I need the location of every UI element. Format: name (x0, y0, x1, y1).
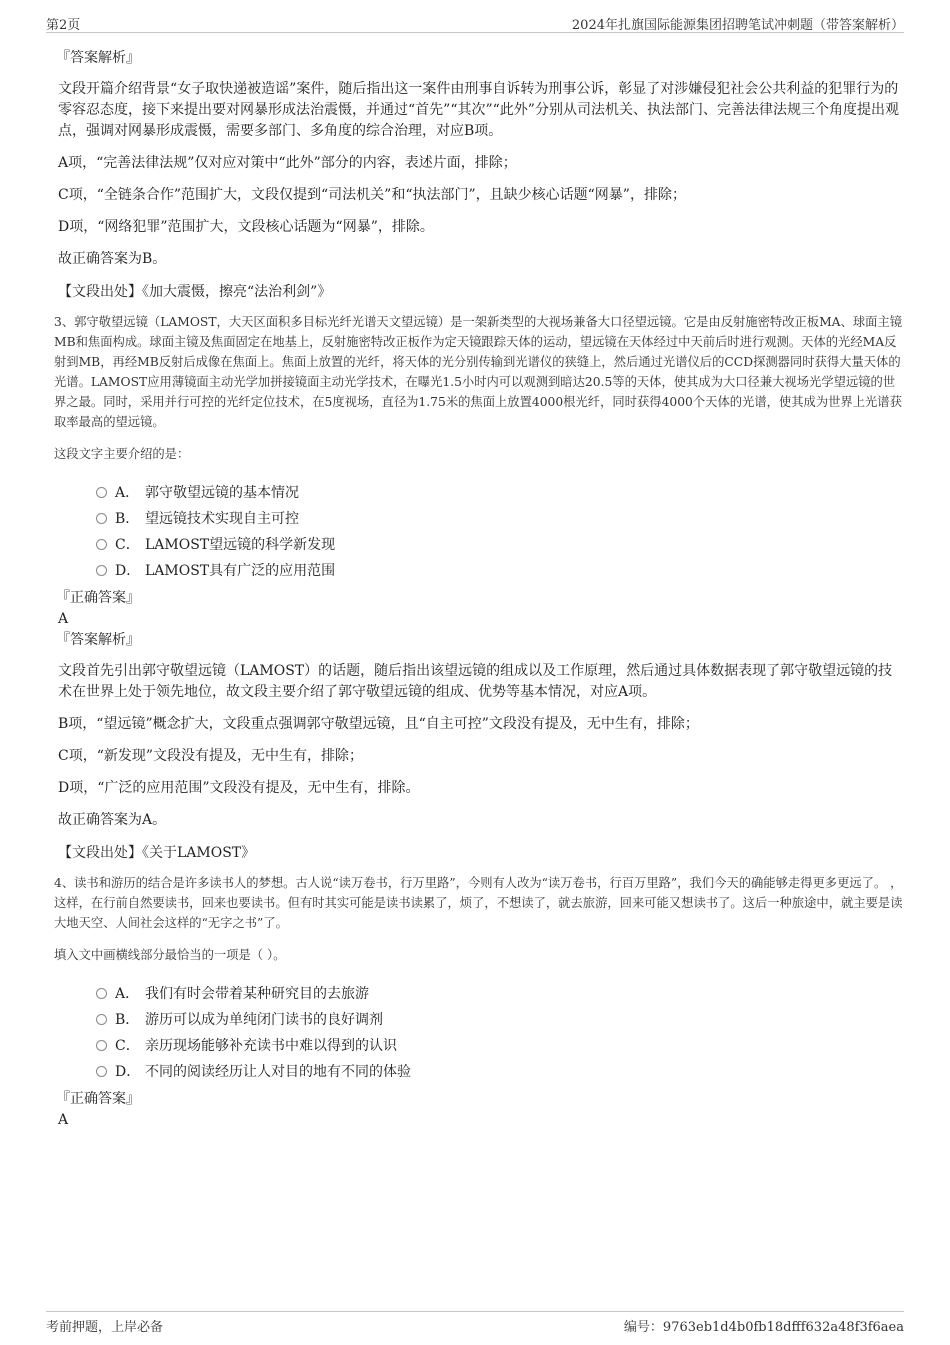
footer-serial: 编号：9763eb1d4b0fb18dfff632a48f3f6aea (623, 1320, 904, 1335)
radio-icon[interactable] (96, 1040, 107, 1051)
page-number: 第2页 (46, 18, 81, 33)
q4-option-a[interactable]: A． 我们有时会带着某种研究目的去旅游 (96, 981, 904, 1007)
radio-icon[interactable] (96, 1014, 107, 1025)
q3-analysis-p1: 文段首先引出郭守敬望远镜（LAMOST）的话题，随后指出该望远镜的组成以及工作原理，然后通过具体数据表现了郭守敬望远镜的技术在世界上处于领先地位，故文段主要介绍了郭守敬望远镜的组成、优势等基本情况，对应A项。 (58, 663, 893, 700)
q4-answer-label: 『正确答案』 (56, 1091, 140, 1107)
q2-analysis-p5: 故正确答案为B。 (58, 251, 167, 267)
q3-option-d[interactable]: D． LAMOST具有广泛的应用范围 (96, 558, 904, 584)
radio-icon[interactable] (96, 513, 107, 524)
q3-answer-label: 『正确答案』 (56, 590, 140, 606)
q3-option-a[interactable]: A． 郭守敬望远镜的基本情况 (96, 480, 904, 506)
document-body (46, 48, 904, 1131)
q3-options (46, 480, 904, 584)
document-title: 2024年扎旗国际能源集团招聘笔试冲刺题（带答案解析） (571, 18, 904, 33)
q4-option-b[interactable]: B． 游历可以成为单纯闭门读书的良好调剂 (96, 1007, 904, 1033)
q2-analysis-label: 『答案解析』 (56, 50, 140, 66)
q2-analysis-p1: 文段开篇介绍背景“女子取快递被造谣”案件，随后指出这一案件由刑事自诉转为刑事公诉，彰显了对涉嫌侵犯社会公共利益的犯罪行为的零容忍态度，接下来提出要对网暴形成法治震慑，并通过“首先”“其次”“此外”分别从司法机关、执法部门、完善法律法规三个角度提出观点，强调对网暴形成震慑，需要多部门、多角度的综合治理，对应B项。 (58, 81, 899, 139)
radio-icon[interactable] (96, 988, 107, 999)
q4-option-c[interactable]: C． 亲历现场能够补充读书中难以得到的认识 (96, 1033, 904, 1059)
q2-analysis-p2: A项，“完善法律法规”仅对应对策中“此外”部分的内容，表述片面，排除； (58, 155, 517, 171)
q3-question: 这段文字主要介绍的是： (54, 447, 190, 461)
q3-analysis-p3: C项，“新发现”文段没有提及，无中生有，排除； (58, 748, 364, 764)
q3-analysis-p2: B项，“望远镜”概念扩大，文段重点强调郭守敬望远镜，且“自主可控”文段没有提及，无中生有，排除； (58, 716, 699, 732)
q3-analysis-label: 『答案解析』 (56, 632, 140, 648)
q4-answer: A (58, 1112, 69, 1128)
q3-analysis-p5: 故正确答案为A。 (58, 812, 167, 828)
footer-slogan: 考前押题，上岸必备 (46, 1320, 164, 1335)
q4-stem: 4、读书和游历的结合是许多读书人的梦想。古人说“读万卷书，行万里路”，今则有人改为“读万卷书，行百万里路”，我们今天的确能够走得更多更远了。 ，这样，在行前自然要读书，回来也要读书。但有时其实可能是读书读累了，烦了，不想读了，就去旅游，回来可能又想读书了。这后一种旅途中，就主要是读大地天空、人间社会这样的“无字之书”了。 (54, 876, 903, 930)
q3-stem: 3、郭守敬望远镜（LAMOST，大天区面积多目标光纤光谱天文望远镜）是一架新类型的大视场兼备大口径望远镜。它是由反射施密特改正板MA、球面主镜MB和焦面构成。球面主镜及焦面固定在地基上，反射施密特改正板作为定天镜跟踪天体的运动，望远镜在天体经过中天前后时进行观测。天体的光经MA反射到MB，再经MB反射后成像在焦面上。焦面上放置的光纤，将天体的光分别传输到光谱仪的狭缝上，然后通过光谱仪后的CCD探测器同时获得大量天体的光谱。LAMOST应用薄镜面主动光学加拼接镜面主动光学技术，在曝光1.5小时内可以观测到暗达20.5等的天体，使其成为大口径兼大视场光学望远镜的世界之最。同时，采用并行可控的光纤定位技术，在5度视场，直径为1.75米的焦面上放置4000根光纤，同时获得4000个天体的光谱，使其成为世界上光谱获取率最高的望远镜。 (54, 315, 903, 429)
q3-option-b[interactable]: B． 望远镜技术实现自主可控 (96, 506, 904, 532)
page-footer (46, 1311, 904, 1336)
q4-options (46, 981, 904, 1085)
q2-analysis-p4: D项，“网络犯罪”范围扩大，文段核心话题为“网暴”，排除。 (58, 219, 434, 235)
q3-source: 【文段出处】《关于LAMOST》 (58, 845, 256, 861)
radio-icon[interactable] (96, 487, 107, 498)
radio-icon[interactable] (96, 565, 107, 576)
q2-source: 【文段出处】《加大震慑，擦亮“法治利剑”》 (58, 284, 332, 300)
q4-question: 填入文中画横线部分最恰当的一项是（ ）。 (54, 948, 286, 962)
q3-option-c[interactable]: C． LAMOST望远镜的科学新发现 (96, 532, 904, 558)
page-header (46, 10, 904, 33)
radio-icon[interactable] (96, 1066, 107, 1077)
q2-analysis-p3: C项，“全链条合作”范围扩大，文段仅提到“司法机关”和“执法部门”，且缺少核心话题“网暴”，排除； (58, 187, 686, 203)
q4-option-d[interactable]: D． 不同的阅读经历让人对目的地有不同的体验 (96, 1059, 904, 1085)
q3-answer: A (58, 611, 69, 627)
q3-analysis-p4: D项，“广泛的应用范围”文段没有提及，无中生有，排除。 (58, 780, 420, 796)
radio-icon[interactable] (96, 539, 107, 550)
